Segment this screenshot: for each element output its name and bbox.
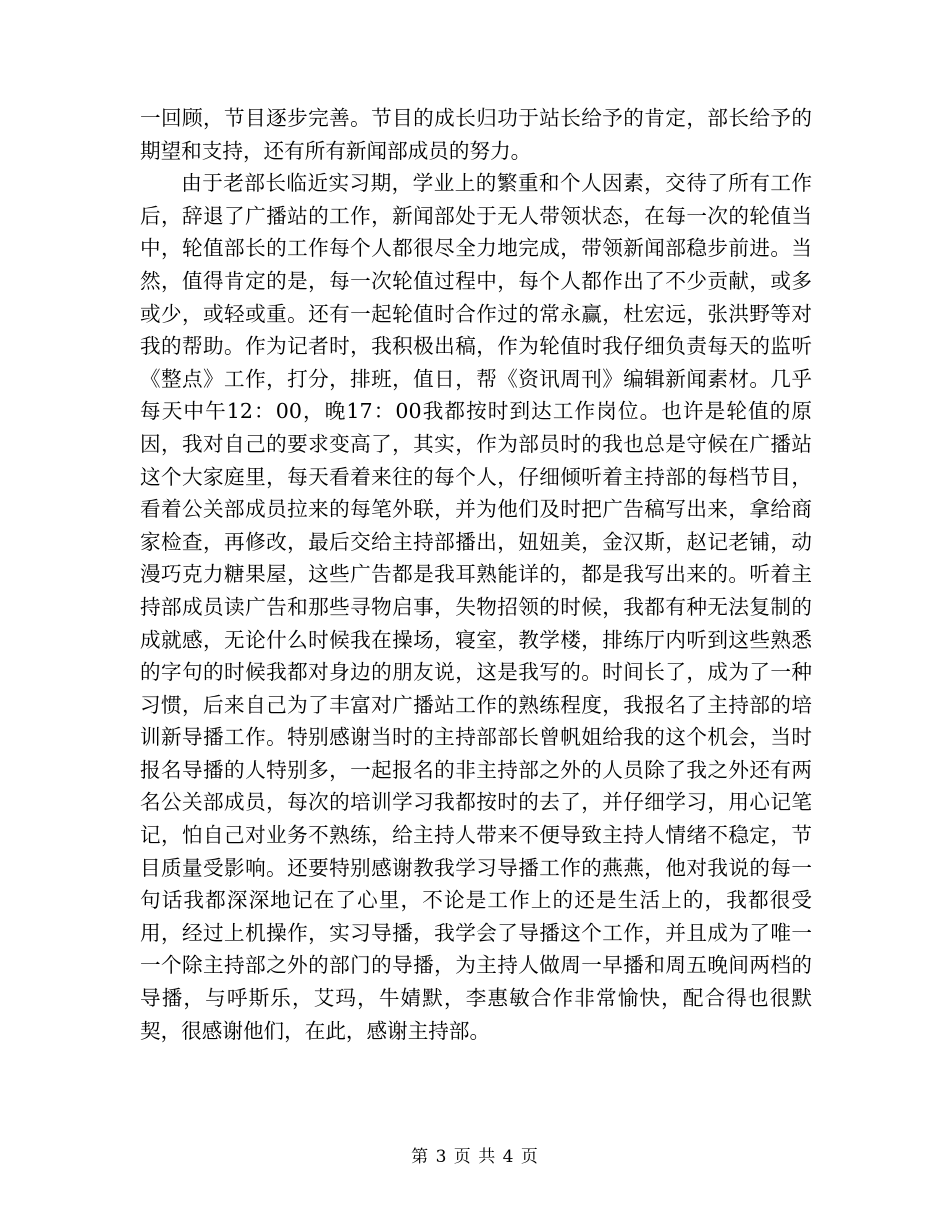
paragraph-2: 由于老部长临近实习期，学业上的繁重和个人因素，交待了所有工作后，辞退了广播站的工作，新闻部处于无人带领状态，在每一次的轮值当中，轮值部长的工作每个人都很尽全力地完成，带领新闻部稳步前进。当然，值得肯定的是，每一次轮值过程中，每个人都作出了不少贡献，或多或少，或轻或重。还有一起轮值时合作过的常永赢，杜宏远，张洪野等对我的帮助。作为记者时，我积极出稿，作为轮值时我仔细负责每天的监听《整点》工作，打分，排班，值日，帮《资讯周刊》编辑新闻素材。几乎每天中午12：00，晚17：00我都按时到达工作岗位。也许是轮值的原因，我对自己的要求变高了，其实，作为部员时的我也总是守候在广播站这个大家庭里，每天看着来往的每个人，仔细倾听着主持部的每档节目，看着公关部成员拉来的每笔外联，并为他们及时把广告稿写出来，拿给商家检查，再修改，最后交给主持部播出，妞妞美，金汉斯，赵记老铺，动漫巧克力糖果屋，这些广告都是我耳熟能详的，都是我写出来的。听着主持部成员读广告和那些寻物启事，失物招领的时候，我都有种无法复制的成就感，无论什么时候我在操场，寝室，教学楼，排练厅内听到这些熟悉的字句的时候我都对身边的朋友说，这是我写的。时间长了，成为了一种习惯，后来自己为了丰富对广播站工作的熟练程度，我报名了主持部的培训新导播工作。特别感谢当时的主持部部长曾帆姐给我的这个机会，当时报名导播的人特别多，一起报名的非主持部之外的人员除了我之外还有两名公关部成员，每次的培训学习我都按时的去了，并仔细学习，用心记笔记，怕自己对业务不熟练，给主持人带来不便导致主持人情绪不稳定，节目质量受影响。还要特别感谢教我学习导播工作的燕燕，他对我说的每一句话我都深深地记在了心里，不论是工作上的还是生活上的，我都很受用，经过上机操作，实习导播，我学会了导播这个工作，并且成为了唯一一个除主持部之外的部门的导播，为主持人做周一早播和周五晚间两档的导播，与呼斯乐，艾玛，牛婧默，李惠敏合作非常愉快，配合得也很默契，很感谢他们，在此，感谢主持部。 <box>140 171 812 1043</box>
body-text <box>140 102 812 1047</box>
page-footer: 第 3 页 共 4 页 <box>411 1147 539 1167</box>
paragraph-1: 一回顾，节目逐步完善。节目的成长归功于站长给予的肯定，部长给予的期望和支持，还有所有新闻部成员的努力。 <box>140 106 812 163</box>
